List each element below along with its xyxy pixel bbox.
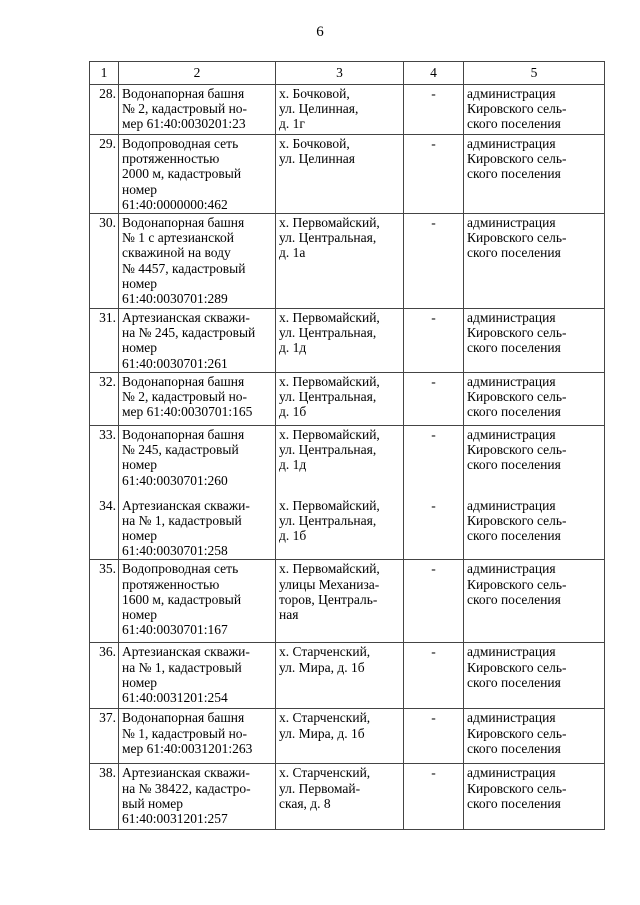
object-name: Артезианская скважи- на № 38422, кадастро- вый номер 61:40:0031201:257 — [119, 764, 276, 830]
table-row — [90, 560, 605, 643]
row-number: 32. — [90, 373, 119, 426]
header-col-2: 2 — [119, 62, 276, 85]
table-row — [90, 373, 605, 426]
table-header-row — [90, 62, 605, 85]
row-number: 35. — [90, 560, 119, 643]
col4-value: - — [404, 214, 464, 309]
table-row — [90, 492, 605, 560]
table-row — [90, 214, 605, 309]
object-owner: администрация Кировского сель- ского поселения — [464, 709, 605, 764]
object-name: Водонапорная башня № 2, кадастровый но- мер 61:40:0030201:23 — [119, 85, 276, 135]
row-number: 30. — [90, 214, 119, 309]
col4-value: - — [404, 764, 464, 830]
object-address: х. Первомайский, ул. Центральная, д. 1а — [276, 214, 404, 309]
header-col-3: 3 — [276, 62, 404, 85]
object-owner: администрация Кировского сель- ского поселения — [464, 764, 605, 830]
header-col-1: 1 — [90, 62, 119, 85]
object-name: Водонапорная башня № 245, кадастровый номер 61:40:0030701:260 — [119, 426, 276, 492]
object-name: Водопроводная сеть протяженностью 1600 м, кадастровый номер 61:40:0030701:167 — [119, 560, 276, 643]
object-address: х. Первомайский, ул. Центральная, д. 1д — [276, 426, 404, 492]
object-address: х. Первомайский, ул. Центральная, д. 1б — [276, 373, 404, 426]
col4-value: - — [404, 709, 464, 764]
row-number: 31. — [90, 309, 119, 373]
table-row — [90, 643, 605, 709]
object-address: х. Первомайский, ул. Центральная, д. 1д — [276, 309, 404, 373]
object-owner: администрация Кировского сель- ского поселения — [464, 426, 605, 492]
object-name: Водопроводная сеть протяженностью 2000 м, кадастровый номер 61:40:0000000:462 — [119, 135, 276, 214]
object-name: Артезианская скважи- на № 1, кадастровый номер 61:40:0030701:258 — [119, 492, 276, 560]
table-row — [90, 709, 605, 764]
row-number: 36. — [90, 643, 119, 709]
col4-value: - — [404, 309, 464, 373]
object-name: Артезианская скважи- на № 1, кадастровый номер 61:40:0031201:254 — [119, 643, 276, 709]
object-address: х. Первомайский, ул. Центральная, д. 1б — [276, 492, 404, 560]
col4-value: - — [404, 135, 464, 214]
page-number: 6 — [316, 24, 324, 40]
col4-value: - — [404, 492, 464, 560]
object-address: х. Старченский, ул. Мира, д. 1б — [276, 643, 404, 709]
col4-value: - — [404, 373, 464, 426]
header-col-4: 4 — [404, 62, 464, 85]
row-number: 37. — [90, 709, 119, 764]
object-address: х. Старченский, ул. Мира, д. 1б — [276, 709, 404, 764]
object-owner: администрация Кировского сель- ского поселения — [464, 135, 605, 214]
object-owner: администрация Кировского сель- ского поселения — [464, 492, 605, 560]
col4-value: - — [404, 643, 464, 709]
property-table — [89, 61, 605, 830]
header-col-5: 5 — [464, 62, 605, 85]
row-number: 38. — [90, 764, 119, 830]
object-name: Водонапорная башня № 1, кадастровый но- мер 61:40:0031201:263 — [119, 709, 276, 764]
col4-value: - — [404, 426, 464, 492]
object-address: х. Бочковой, ул. Целинная, д. 1г — [276, 85, 404, 135]
table-row — [90, 85, 605, 135]
table-row — [90, 764, 605, 830]
object-address: х. Старченский, ул. Первомай- ская, д. 8 — [276, 764, 404, 830]
col4-value: - — [404, 85, 464, 135]
object-owner: администрация Кировского сель- ского поселения — [464, 560, 605, 643]
object-owner: администрация Кировского сель- ского поселения — [464, 85, 605, 135]
col4-value: - — [404, 560, 464, 643]
object-owner: администрация Кировского сель- ского поселения — [464, 643, 605, 709]
table-row — [90, 426, 605, 492]
row-number: 34. — [90, 492, 119, 560]
object-owner: администрация Кировского сель- ского поселения — [464, 309, 605, 373]
object-owner: администрация Кировского сель- ского поселения — [464, 373, 605, 426]
object-name: Водонапорная башня № 1 с артезианской скважиной на воду № 4457, кадастровый номер 61:40:0030701:289 — [119, 214, 276, 309]
row-number: 29. — [90, 135, 119, 214]
object-name: Артезианская скважи- на № 245, кадастровый номер 61:40:0030701:261 — [119, 309, 276, 373]
table-row — [90, 309, 605, 373]
row-number: 33. — [90, 426, 119, 492]
object-address: х. Первомайский, улицы Механиза- торов, Централь- ная — [276, 560, 404, 643]
row-number: 28. — [90, 85, 119, 135]
object-name: Водонапорная башня № 2, кадастровый но- мер 61:40:0030701:165 — [119, 373, 276, 426]
table-row — [90, 135, 605, 214]
object-owner: администрация Кировского сель- ского поселения — [464, 214, 605, 309]
object-address: х. Бочковой, ул. Целинная — [276, 135, 404, 214]
